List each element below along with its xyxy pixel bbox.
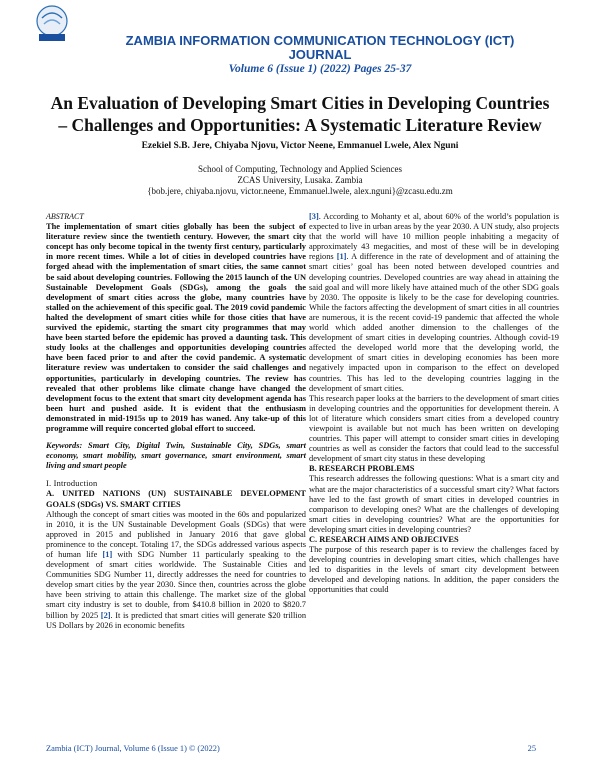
right-text-1: . According to Mohanty et al, about 60% of the world’s population is expected to live in urban areas by the year 2030. A UN study, also projects that the world will have 10 million people inhabiting a megacity of approximately 43 megacities, and most of these will be in developing regions [309,212,559,262]
paper-title-line1: An Evaluation of Developing Smart Cities in Developing Countries [50,93,550,113]
intro-text-3: . It is predicted that smart cities will generate $20 trillion US Dollars by 2026 in economic benefits [46,610,307,630]
author-emails: {bob.jere, chiyaba.njovu, victor.neene, Emmanuel.lwele, alex.nguni}@zcasu.edu.zm [147,186,453,196]
volume-info: Volume 6 (Issue 1) (2022) Pages 25-37 [228,63,412,75]
page-number: 25 [527,744,536,753]
journal-title-line1: ZAMBIA INFORMATION COMMUNICATION TECHNOLOGY (ICT) [125,33,515,48]
citation-link-1[interactable]: [1] [102,550,113,559]
subsection-heading-b: B. RESEARCH PROBLEMS [309,464,415,474]
abstract-heading: ABSTRACT [46,212,84,221]
right-column [309,212,559,596]
paper-title-line2: – Challenges and Opportunities: A Systematic Literature Review [58,115,542,135]
citation-link-1b[interactable]: [1] [336,252,347,262]
paper-title [30,92,570,136]
intro-text-2: with SDG Number 11 particularly speaking to the development of smart cities worldwide. The Sustainable Cities and Communities SDG Number 11, directly addresses the need for countries to develop smart cities by the year 2030. Since then, countries across the globe have been striving to attain this challenge. The market size of the global smart city industry is set to double, from $410.8 billion in 2020 to $820.7 billion by 2025 [46,550,306,620]
right-paragraph-1 [309,212,559,394]
footer-citation: Zambia (ICT) Journal, Volume 6 (Issue 1) © (2022) [46,744,220,753]
intro-paragraph [46,510,306,631]
affiliation-line2: ZCAS University, Lusaka. Zambia [237,175,363,185]
affiliation-line1: School of Computing, Technology and Applied Sciences [198,164,402,174]
right-paragraph-4: The purpose of this research paper is to review the challenges faced by developing countries in developing smart cities, which challenges have led to disparities in the levels of smart city development between developed and developing nations. In addition, the paper considers the opportunities that could [309,545,559,595]
left-column [46,212,306,631]
journal-title [0,34,600,62]
keywords: Keywords: Smart City, Digital Twin, Sustainable City, SDGs, smart economy, smart mobility, smart governance, smart environment, smart living and smart people [46,441,306,471]
citation-link-2[interactable]: [2] [100,610,111,620]
citation-link-3[interactable]: [3] [309,212,319,221]
intro-text-1: Although the concept of smart cities was mooted in the 60s and popularized in 2010, it is the UN Sustainable Development Goals (SDGs) that were approved in 2015 and published in January 2016 that gave global prominence to the concept. Totaling 17, the SDGs addressed various aspects of human life [46,509,306,559]
right-text-2: . A difference in the rate of development and of attaining the smart cities’ goal has been noted between developed countries and developing countries. Developed countries are way ahead in attaining the said goal and will more likely have attained much of the other SDG goals by 2030. The opposite is likely to be the case for developing countries. While the factors affecting the development of smart cities in all countries are numerous, it is the recent covid-19 pandemic that affected the whole world which added another dimension to the challenges of the development of smart cities in developing countries. Although covid-19 affected the developed world more that the developing world, the development of smart cities in developing economies has been more negatively impacted upon in comparison to the effect on developed countries. This has led to the developing countries lagging in the development of smart cities. [309,252,560,393]
subsection-heading-a: A. UNITED NATIONS (UN) SUSTAINABLE DEVELOPMENT GOALS (SDGs) VS. SMART CITIES [46,489,306,509]
abstract-body: The implementation of smart cities globally has been the subject of literature review since the twentieth century. However, the smart city concept has only become topical in the twenty first century, particularly in more recent times. While a lot of cities in developed countries have forged ahead with the implementation of smart cities, the same cannot be said about developing countries. Following the 2015 launch of the UN Sustainable Development Goals (SDGs), among the goals the development of smart cities across the globe, many countries have stalled on the achievement of this specific goal. The 2019 covid pandemic halted the development of smart cities while for those cities that have survived the epidemic, starting the smart city programmes that may have been started before the epidemic has proved a daunting task. This study looks at the challenges and opportunities developing countries have been faced prior to and after the covid pandemic. A systematic literature review was undertaken to consider the said challenges and opportunities, particularly in developing countries. The review has revealed that other problems like climate change have changed the development focus to the extent that smart city development agenda has been hurt and pushed aside. It is evident that the enthusiasm demonstrated in mid-1915s up to 2019 has waned. Any take-up of this programme will require concerted global effort to succeed. [46,222,306,433]
right-paragraph-3: This research addresses the following questions: What is a smart city and what are the major characteristics of a successful smart city? What factors have led to the fast growth of smart cities in developed countries in comparison to developing ones? What are the challenges of developing smart cities in developing countries? What are the opportunities for developing smart cities in developing countries? [309,474,559,534]
right-paragraph-2: This research paper looks at the barriers to the development of smart cities in developing countries and the opportunities for development therein. A lot of literature which considers smart cities from a developed country viewpoint is available but not much has been written on developing countries. This paper will attempt to consider smart cities in developing countries as well as consider the factors that could lead to the successful development of smart city status in these developing [309,393,559,464]
authors: Ezekiel S.B. Jere, Chiyaba Njovu, Victor Neene, Emmanuel Lwele, Alex Nguni [141,141,459,151]
affiliation [0,164,600,197]
subsection-heading-c: C. RESEARCH AIMS AND OBJECIVES [309,535,459,544]
section-heading-introduction: I. Introduction [46,479,98,489]
journal-title-line2: JOURNAL [288,47,352,62]
